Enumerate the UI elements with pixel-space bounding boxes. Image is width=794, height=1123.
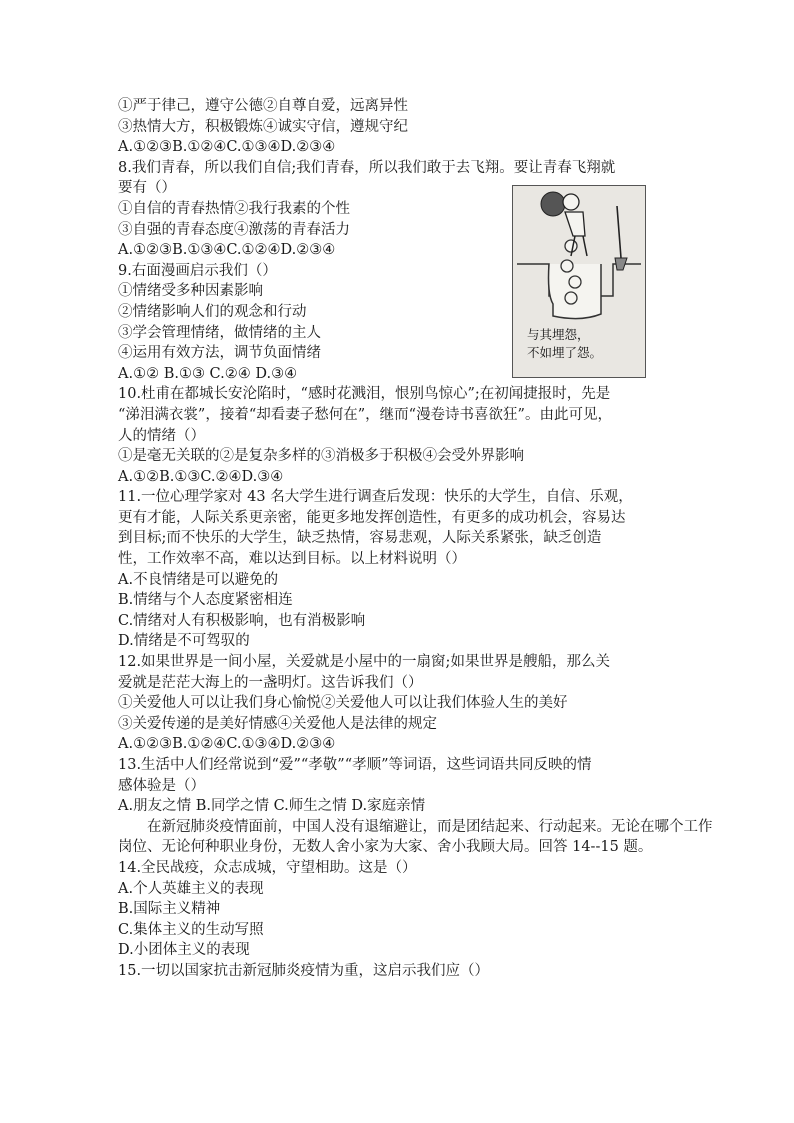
text-line: “涕泪满衣裳”，接着“却看妻子愁何在”，继而“漫卷诗书喜欲狂”。由此可见，	[118, 406, 612, 423]
text-line: ①严于律己，遵守公德②自尊自爱，远离异性	[118, 98, 408, 114]
text-line: ③学会管理情绪，做情绪的主人	[118, 324, 321, 341]
text-line: A.①② B.①③ C.②④ D.③④	[118, 365, 298, 382]
text-line: C.集体主义的生动写照	[118, 921, 264, 938]
text-line: C.情绪对人有积极影响，也有消极影响	[118, 612, 366, 629]
text-line: D.小团体主义的表现	[118, 942, 250, 959]
text-line: 13.生活中人们经常说到“爱”“孝敬”“孝顺”等词语，这些词语共同反映的情	[118, 757, 592, 773]
passage-paragraph: 在新冠肺炎疫情面前，中国人没有退缩避让，而是团结起来、行动起来。无论在哪个工作岗位、无论何种职业身份，无数人舍小家为大家、舍小我顾大局。回答 14--15 题。	[118, 818, 713, 856]
text-line: ③热情大方，积极锻炼④诚实守信，遵规守纪	[118, 118, 408, 135]
text-line: 12.如果世界是一间小屋，关爱就是小屋中的一扇窗;如果世界是艘船，那么关	[118, 654, 610, 671]
text-line: A.①②B.①③C.②④D.③④	[118, 468, 284, 485]
text-line: 到目标;而不快乐的大学生，缺乏热情，容易悲观，人际关系紧张，缺乏创造	[118, 530, 602, 547]
comic-caption-line-1: 与其埋怨，	[527, 327, 590, 342]
comic-illustration	[512, 185, 646, 378]
text-line: 要有（）	[118, 180, 176, 197]
text-line: 感体验是（）	[118, 777, 205, 794]
text-line: B.情绪与个人态度紧密相连	[118, 592, 293, 609]
text-line: ①是毫无关联的②是复杂多样的③消极多于积极④会受外界影响	[118, 448, 524, 465]
question-lines-after	[118, 858, 718, 982]
comic-caption	[527, 326, 602, 362]
text-line: B.国际主义精神	[118, 901, 221, 918]
text-line: A.①②③B.①②④C.①③④D.②③④	[118, 139, 336, 156]
text-line: A.①②③B.①③④C.①②④D.②③④	[118, 242, 336, 259]
text-line: 人的情绪（）	[118, 427, 205, 444]
text-line: 14.全民战疫，众志成城，守望相助。这是（）	[118, 859, 417, 876]
comic-caption-line-2: 不如埋了怨。	[527, 345, 603, 360]
text-line: A.朋友之情 B.同学之情 C.师生之情 D.家庭亲情	[118, 798, 426, 815]
text-line: A.个人英雄主义的表现	[118, 880, 264, 897]
text-line: ①情绪受多种因素影响	[118, 283, 263, 300]
text-line: ②情绪影响人们的观念和行动	[118, 303, 307, 320]
text-line: 11.一位心理学家对 43 名大学生进行调查后发现：快乐的大学生，自信、乐观，	[118, 489, 633, 506]
text-line: ③自强的青春态度④激荡的青春活力	[118, 221, 350, 238]
text-line: 9.右面漫画启示我们（）	[118, 262, 277, 279]
text-line: A.①②③B.①②④C.①③④D.②③④	[118, 736, 336, 753]
text-line: A.不良情绪是可以避免的	[118, 571, 279, 588]
text-line: ③关爱传递的是美好情感④关爱他人是法律的规定	[118, 715, 437, 732]
text-line: ①自信的青春热情②我行我素的个性	[118, 200, 350, 217]
text-line: 爱就是茫茫大海上的一盏明灯。这告诉我们（）	[118, 674, 423, 691]
text-line: 更有才能，人际关系更亲密，能更多地发挥创造性，有更多的成功机会，容易达	[118, 509, 626, 526]
text-line: D.情绪是不可驾驭的	[118, 633, 250, 650]
text-line: ①关爱他人可以让我们身心愉悦②关爱他人可以让我们体验人生的美好	[118, 695, 568, 712]
text-line: 8.我们青春，所以我们自信;我们青春，所以我们敢于去飞翔。要让青春飞翔就	[118, 159, 616, 176]
text-line: ④运用有效方法，调节负面情绪	[118, 345, 321, 362]
text-line: 10.杜甫在都城长安沦陷时，“感时花溅泪，恨别鸟惊心”;在初闻捷报时，先是	[118, 386, 611, 403]
text-line: 15.一切以国家抗击新冠肺炎疫情为重，这启示我们应（）	[118, 962, 490, 979]
text-line: 性，工作效率不高，难以达到目标。以上材料说明（）	[118, 551, 466, 568]
